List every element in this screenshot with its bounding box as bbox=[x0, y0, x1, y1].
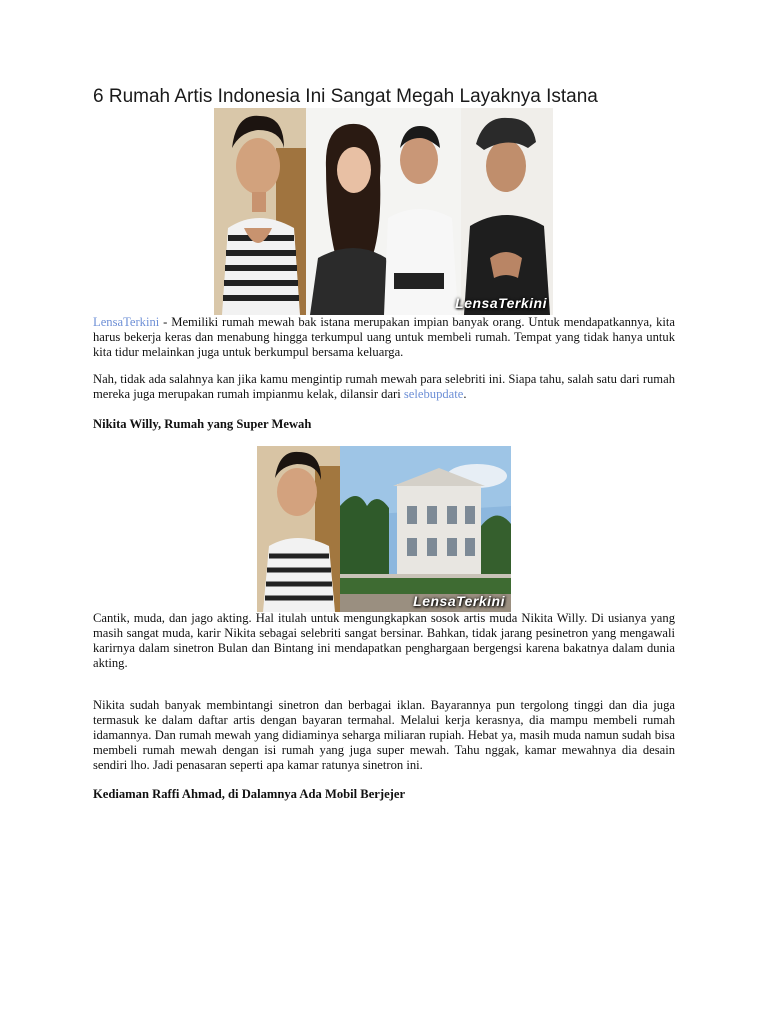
paragraph-4: Nikita sudah banyak membintangi sinetron dan berbagai iklan. Bayarannya pun tergolong tinggi dan dia juga termasuk ke dalam daftar artis dengan bayaran termahal. Melalui kerja kerasnya, dia mampu membeli rumah idamannya. Dan rumah mewah yang didiaminya seharga miliaran rupiah. Hebat ya, masih muda namun sudah bisa membeli rumah mewah dengan isi rumah yang juga super mewah. Tahu nggak, kamar mewahnya dia desain sendiri lho. Jadi penasaran seperti apa kamar ratunya sinetron ini. bbox=[93, 698, 675, 772]
paragraph-3: Cantik, muda, dan jago akting. Hal itulah untuk mengungkapkan sosok artis muda Nikita Willy. Di usianya yang masih sangat muda, karir Nikita sebagai selebriti sangat bersinar. Bahkan, tidak jarang pesinetron yang mengawali karirnya dalam sinetron Bulan dan Bintang ini mendapatkan penghargaan bergengsi karena bakatnya dalam dunia akting. bbox=[93, 611, 675, 670]
paragraph-2-end: . bbox=[463, 387, 467, 401]
watermark-label: LensaTerkini bbox=[413, 593, 505, 609]
nikita-house-image bbox=[257, 446, 511, 612]
paragraph-2-text: Nah, tidak ada salahnya kan jika kamu mengintip rumah mewah para selebriti ini. Siapa tahu, salah satu dari rumah mereka juga merupakan rumah impianmu kelak, dilansir dari bbox=[93, 372, 675, 401]
intro-paragraph bbox=[93, 315, 675, 360]
watermark-label: LensaTerkini bbox=[455, 295, 547, 311]
celebrity-collage-image bbox=[214, 108, 553, 315]
section-heading-nikita: Nikita Willy, Rumah yang Super Mewah bbox=[93, 417, 312, 431]
paragraph-2 bbox=[93, 372, 675, 402]
intro-text: - Memiliki rumah mewah bak istana merupakan impian banyak orang. Untuk mendapatkannya, kita harus bekerja keras dan menabung hingga terkumpul uang untuk membeli rumah. Tempat yang tidak hanya untuk kita tidur melainkan juga untuk berkumpul bersama keluarga. bbox=[93, 315, 675, 359]
selebupdate-link[interactable]: selebupdate bbox=[403, 387, 464, 401]
source-link[interactable]: LensaTerkini bbox=[93, 315, 160, 329]
article-title: 6 Rumah Artis Indonesia Ini Sangat Megah Layaknya Istana bbox=[93, 86, 598, 107]
section-heading-raffi: Kediaman Raffi Ahmad, di Dalamnya Ada Mobil Berjejer bbox=[93, 787, 406, 801]
